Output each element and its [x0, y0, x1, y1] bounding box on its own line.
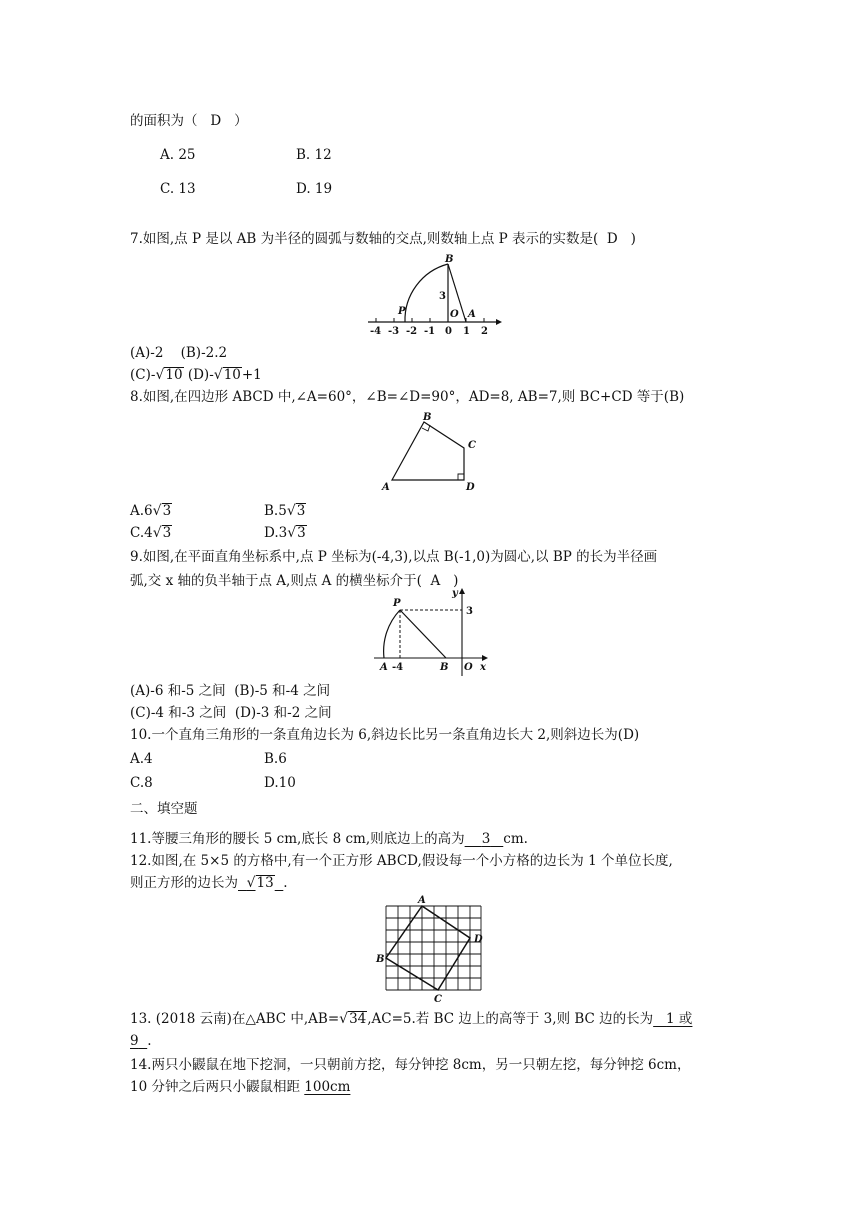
q6-option-d: D. 19: [296, 181, 333, 197]
q9-option-a: (A)-6 和-5 之间: [130, 683, 226, 699]
q9-label-B: B: [440, 662, 449, 673]
section-heading: 二、填空题: [130, 801, 198, 817]
q9-option-b: (B)-5 和-4 之间: [234, 683, 331, 699]
q8-option-b: B.5√3: [264, 503, 306, 519]
q10-option-d: D.10: [264, 775, 296, 791]
q9-label-O: O: [464, 662, 473, 673]
q7-tick-label: 1: [463, 326, 470, 337]
q7-tick-label: -3: [388, 326, 400, 337]
q6-stem: 的面积为（ D ）: [130, 113, 248, 129]
q9-option-d: (D)-3 和-2 之间: [234, 705, 332, 721]
q12-label-D: D: [474, 934, 483, 945]
q7-label-P: P: [398, 306, 406, 317]
q8-label-D: D: [466, 482, 475, 493]
q7-options-row2: [130, 366, 262, 384]
q7-answer: D: [606, 231, 618, 247]
q9-label-x: x: [480, 662, 486, 673]
q12-grid-figure: [374, 894, 490, 1004]
q14-answer: 100cm: [304, 1079, 351, 1095]
q10-option-c: C.8: [130, 775, 153, 791]
q7-tick-label: -1: [424, 326, 436, 337]
q14-stem-line1: 14.两只小鼹鼠在地下挖洞，一只朝前方挖，每分钟挖 8cm，另一只朝左挖，每分钟挖 6cm，: [130, 1057, 691, 1073]
q12-label-B: B: [376, 954, 385, 965]
q9-label-P: P: [393, 598, 401, 609]
q13-answer-part2: 9: [130, 1033, 139, 1049]
q7-option-a: (A)-2: [130, 345, 164, 361]
q6-option-c: C. 13: [160, 181, 196, 197]
q7-label-B: B: [445, 254, 454, 265]
q9-label-y: y: [452, 588, 458, 599]
q8-option-d: D.3√3: [264, 525, 306, 541]
q8-label-A: A: [382, 482, 390, 493]
q7-tick-label: 2: [481, 326, 488, 337]
q7-stem: 7.如图,点 P 是以 AB 为半径的圆弧与数轴的交点,则数轴上点 P 表示的实数是( D ): [130, 231, 636, 247]
q7-label-O: O: [450, 309, 459, 320]
q11-answer: 3: [481, 831, 491, 847]
q8-stem: 8.如图,在四边形 ABCD 中,∠A=60°，∠B=∠D=90°，AD=8, AB=7,则 BC+CD 等于(B): [130, 389, 685, 405]
q6-answer: D: [210, 113, 222, 129]
q7-tick-label: 0: [445, 326, 452, 337]
q7-options-row1: [130, 344, 227, 362]
q9-coordinate-figure: [370, 588, 490, 678]
q9-label-3: 3: [466, 606, 473, 617]
q12-label-C: C: [434, 994, 442, 1005]
q7-tick-label: -2: [406, 326, 418, 337]
q7-tick-label: -4: [370, 326, 382, 337]
q8-quadrilateral-figure: [378, 414, 488, 494]
q9-options-row1: [130, 682, 330, 700]
q13-answer-part1: 1 或: [666, 1011, 693, 1027]
q9-stem-line1: 9.如图,在平面直角坐标系中,点 P 坐标为(-4,3),以点 B(-1,0)为圆心,以 BP 的长为半径画: [130, 549, 658, 565]
q8-option-c: C.4√3: [130, 525, 172, 541]
q7-option-d: (D)-√10+1: [187, 367, 262, 383]
q8-label-B: B: [423, 412, 432, 423]
q8-label-C: C: [468, 440, 476, 451]
q10-stem: 10.一个直角三角形的一条直角边长为 6,斜边长比另一条直角边长大 2,则斜边长为(D): [130, 727, 640, 743]
q9-label-A: A: [380, 662, 388, 673]
q8-option-a: A.6√3: [130, 503, 172, 519]
q12-stem-line2: 则正方形的边长为 √13 .: [130, 875, 288, 891]
q9-stem-line2: 弧,交 x 轴的负半轴于点 A,则点 A 的横坐标介于( A ): [130, 573, 459, 589]
q9-answer: A: [430, 573, 441, 589]
q7-option-c: (C)-√10: [130, 367, 183, 383]
q13-stem-line2: 9 .: [130, 1033, 152, 1049]
q10-option-a: A.4: [130, 751, 153, 767]
q6-option-b: B. 12: [296, 147, 332, 163]
q9-options-row2: [130, 704, 332, 722]
q6-option-a: A. 25: [160, 147, 196, 163]
q9-option-c: (C)-4 和-3 之间: [130, 705, 227, 721]
q10-option-b: B.6: [264, 751, 287, 767]
q12-stem-line1: 12.如图,在 5×5 的方格中,有一个正方形 ABCD,假设每一个小方格的边长为 1 个单位长度,: [130, 853, 673, 869]
q11-stem: 11.等腰三角形的腰长 5 cm,底长 8 cm,则底边上的高为 3 cm.: [130, 831, 528, 847]
q13-stem: 13. (2018 云南)在△ABC 中,AB=√34,AC=5.若 BC 边上的高等于 3,则 BC 边的长为 1 或: [130, 1011, 693, 1027]
q14-stem-line2: 10 分钟之后两只小鼹鼠相距 100cm: [130, 1079, 351, 1095]
q12-label-A: A: [418, 895, 426, 906]
q9-label-minus4: -4: [392, 662, 404, 673]
q12-answer: √13: [246, 875, 274, 891]
q7-label-A: A: [468, 309, 476, 320]
q7-label-height: 3: [439, 291, 446, 302]
q7-option-b: (B)-2.2: [180, 345, 228, 361]
q7-number-line-figure: [362, 252, 502, 336]
